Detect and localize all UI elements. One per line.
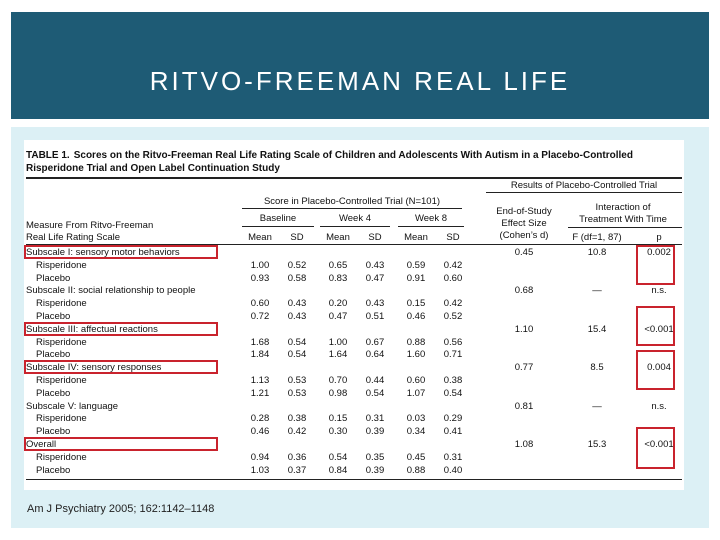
table-caption-label: TABLE 1. xyxy=(26,150,70,161)
cell-p-value: n.s. xyxy=(651,400,667,412)
cell-f-value: — xyxy=(592,285,602,297)
header-week8: Week 8 xyxy=(414,213,448,224)
cell-value: 0.42 xyxy=(443,259,463,271)
header-results-group: Results of Placebo-Controlled Trial xyxy=(510,180,658,191)
cell-value: 0.46 xyxy=(406,311,426,322)
cell-f-value: 10.8 xyxy=(587,247,607,258)
cell-value: 0.56 xyxy=(443,336,463,348)
row-label: Placebo xyxy=(36,272,71,284)
cell-value: 0.98 xyxy=(328,387,348,399)
row-label: Subscale IV: sensory responses xyxy=(26,362,162,374)
header-week8-mean: Mean xyxy=(404,232,428,243)
cell-value: 0.67 xyxy=(365,336,385,348)
cell-value: 0.88 xyxy=(406,464,426,476)
cell-value: 0.39 xyxy=(365,464,385,476)
header-week8-rule xyxy=(398,226,464,227)
cell-value: 0.94 xyxy=(250,451,270,463)
cell-effect-size: 0.81 xyxy=(514,400,534,412)
cell-p-value: <0.001 xyxy=(644,439,674,450)
slide-title-bar xyxy=(11,12,709,119)
cell-value: 0.37 xyxy=(287,464,307,476)
cell-value: 0.54 xyxy=(287,349,307,361)
cell-value: 0.72 xyxy=(250,311,270,322)
row-label: Placebo xyxy=(36,426,71,438)
cell-value: 0.53 xyxy=(287,387,307,399)
header-p: p xyxy=(656,232,662,243)
cell-f-value: — xyxy=(592,400,602,412)
highlight-box-p-overall xyxy=(636,427,675,469)
cell-value: 0.45 xyxy=(406,451,426,463)
row-label: Subscale V: language xyxy=(26,400,119,412)
cell-value: 0.15 xyxy=(328,413,348,425)
header-f: F (df=1, 87) xyxy=(572,232,622,243)
table-row xyxy=(24,413,684,425)
header-week4: Week 4 xyxy=(338,213,372,224)
cell-value: 0.38 xyxy=(287,413,307,425)
header-interaction-line1: Interaction of xyxy=(595,202,651,213)
cell-value: 1.68 xyxy=(250,336,270,348)
row-label: Risperidone xyxy=(36,375,87,386)
cell-f-value: 8.5 xyxy=(590,362,604,374)
table-row xyxy=(24,298,684,310)
table-row xyxy=(24,260,684,272)
cell-f-value: 15.4 xyxy=(587,323,607,335)
cell-value: 1.84 xyxy=(250,349,270,361)
table-top-rule xyxy=(26,177,682,179)
header-week4-sd: SD xyxy=(368,232,382,243)
cell-value: 0.03 xyxy=(406,413,426,425)
table-caption xyxy=(26,149,682,175)
header-week8-sd: SD xyxy=(446,232,460,243)
cell-value: 0.42 xyxy=(443,298,463,310)
table-row xyxy=(24,337,684,349)
header-baseline-mean: Mean xyxy=(248,232,272,243)
header-baseline-sd: SD xyxy=(290,232,304,243)
table-row xyxy=(24,273,684,285)
cell-value: 0.44 xyxy=(365,375,385,386)
cell-value: 0.20 xyxy=(328,298,348,310)
row-label: Risperidone xyxy=(36,336,87,348)
header-baseline-rule xyxy=(242,226,314,227)
cell-value: 0.60 xyxy=(443,272,463,284)
cell-value: 0.70 xyxy=(328,375,348,386)
cell-value: 1.13 xyxy=(250,375,270,386)
header-effect-line2: Effect Size xyxy=(501,218,547,229)
cell-value: 0.54 xyxy=(328,451,348,463)
cell-value: 0.58 xyxy=(287,272,307,284)
table-row xyxy=(24,388,684,400)
cell-value: 0.59 xyxy=(406,259,426,271)
slide-title: RITVO-FREEMAN REAL LIFE xyxy=(149,66,571,96)
cell-value: 0.54 xyxy=(365,387,385,399)
cell-f-value: 15.3 xyxy=(587,439,607,450)
cell-value: 1.00 xyxy=(250,259,270,271)
cell-value: 1.60 xyxy=(406,349,426,361)
cell-value: 1.64 xyxy=(328,349,348,361)
header-interaction-rule xyxy=(568,227,682,228)
row-label: Placebo xyxy=(36,311,71,322)
cell-value: 0.54 xyxy=(287,336,307,348)
cell-value: 0.29 xyxy=(443,413,463,425)
cell-value: 0.43 xyxy=(365,298,385,310)
highlight-box-p-subscale-1 xyxy=(636,245,675,285)
cell-value: 0.93 xyxy=(250,272,270,284)
highlight-box-subscale-3 xyxy=(24,322,218,336)
cell-value: 0.83 xyxy=(328,272,348,284)
row-label: Placebo xyxy=(36,349,71,361)
cell-effect-size: 0.68 xyxy=(514,285,534,297)
cell-value: 0.65 xyxy=(328,259,348,271)
highlight-box-p-subscale-4 xyxy=(636,350,675,390)
cell-effect-size: 1.10 xyxy=(514,323,534,335)
row-label: Placebo xyxy=(36,464,71,476)
row-label: Overall xyxy=(26,439,57,450)
cell-value: 0.36 xyxy=(287,451,307,463)
table-bottom-rule xyxy=(26,479,682,480)
header-effect-line3: (Cohen’s d) xyxy=(499,230,549,241)
cell-value: 0.64 xyxy=(365,349,385,361)
highlight-box-overall xyxy=(24,437,218,451)
cell-value: 0.43 xyxy=(365,259,385,271)
cell-value: 1.00 xyxy=(328,336,348,348)
header-baseline: Baseline xyxy=(259,213,297,224)
table-row-subscale xyxy=(24,401,684,413)
cell-value: 0.42 xyxy=(287,426,307,438)
table-row xyxy=(24,375,684,387)
table-row-subscale xyxy=(24,285,684,297)
cell-value: 1.07 xyxy=(406,387,426,399)
cell-value: 0.39 xyxy=(365,426,385,438)
cell-value: 0.41 xyxy=(443,426,463,438)
header-interaction-line2: Treatment With Time xyxy=(579,214,667,225)
cell-value: 0.52 xyxy=(443,311,463,322)
table-row xyxy=(24,465,684,477)
cell-value: 0.84 xyxy=(328,464,348,476)
cell-value: 0.31 xyxy=(443,451,463,463)
cell-value: 0.35 xyxy=(365,451,385,463)
cell-value: 0.43 xyxy=(287,298,307,310)
cell-p-value: <0.001 xyxy=(644,323,674,335)
row-label: Risperidone xyxy=(36,413,87,425)
cell-value: 0.34 xyxy=(406,426,426,438)
header-measure-line2: Real Life Rating Scale xyxy=(26,232,120,243)
cell-value: 0.15 xyxy=(406,298,426,310)
cell-p-value: 0.004 xyxy=(647,362,671,374)
table-row xyxy=(24,452,684,464)
header-week4-rule xyxy=(320,226,390,227)
row-label: Subscale II: social relationship to people xyxy=(26,285,196,297)
row-label: Placebo xyxy=(36,387,71,399)
header-measure-line1: Measure From Ritvo-Freeman xyxy=(26,220,154,231)
header-results-rule xyxy=(486,192,682,193)
cell-value: 1.03 xyxy=(250,464,270,476)
cell-p-value: 0.002 xyxy=(647,247,671,258)
cell-value: 0.46 xyxy=(250,426,270,438)
cell-effect-size: 0.77 xyxy=(514,362,534,374)
header-week4-mean: Mean xyxy=(326,232,350,243)
cell-value: 0.91 xyxy=(406,272,426,284)
header-trial-group: Score in Placebo-Controlled Trial (N=101) xyxy=(263,196,441,207)
cell-value: 0.30 xyxy=(328,426,348,438)
highlight-box-subscale-1 xyxy=(24,245,218,259)
row-label: Subscale I: sensory motor behaviors xyxy=(26,247,180,258)
cell-value: 0.51 xyxy=(365,311,385,322)
header-trial-rule xyxy=(242,208,462,209)
cell-value: 0.31 xyxy=(365,413,385,425)
header-effect-line1: End-of-Study xyxy=(496,206,552,217)
cell-value: 0.71 xyxy=(443,349,463,361)
cell-value: 0.53 xyxy=(287,375,307,386)
cell-value: 0.60 xyxy=(250,298,270,310)
row-label: Subscale III: affectual reactions xyxy=(26,323,158,335)
cell-value: 0.28 xyxy=(250,413,270,425)
citation: Am J Psychiatry 2005; 162:1142–1148 xyxy=(27,503,215,515)
cell-value: 0.47 xyxy=(365,272,385,284)
highlight-box-p-subscale-3 xyxy=(636,306,675,346)
cell-effect-size: 0.45 xyxy=(514,247,534,258)
cell-value: 0.40 xyxy=(443,464,463,476)
cell-effect-size: 1.08 xyxy=(514,439,534,450)
cell-value: 0.47 xyxy=(328,311,348,322)
cell-value: 0.88 xyxy=(406,336,426,348)
row-label: Risperidone xyxy=(36,259,87,271)
cell-p-value: n.s. xyxy=(651,285,667,297)
cell-value: 0.54 xyxy=(443,387,463,399)
table-caption-text: Scores on the Ritvo-Freeman Real Life Rating Scale of Children and Adolescents With Autism in a Placebo-Controlled Risperidone Trial and Open Label Continuation Study xyxy=(26,150,633,174)
highlight-box-subscale-4 xyxy=(24,360,218,374)
cell-value: 0.43 xyxy=(287,311,307,322)
row-label: Risperidone xyxy=(36,451,87,463)
cell-value: 1.21 xyxy=(250,387,270,399)
cell-value: 0.38 xyxy=(443,375,463,386)
cell-value: 0.52 xyxy=(287,259,307,271)
row-label: Risperidone xyxy=(36,298,87,310)
cell-value: 0.60 xyxy=(406,375,426,386)
